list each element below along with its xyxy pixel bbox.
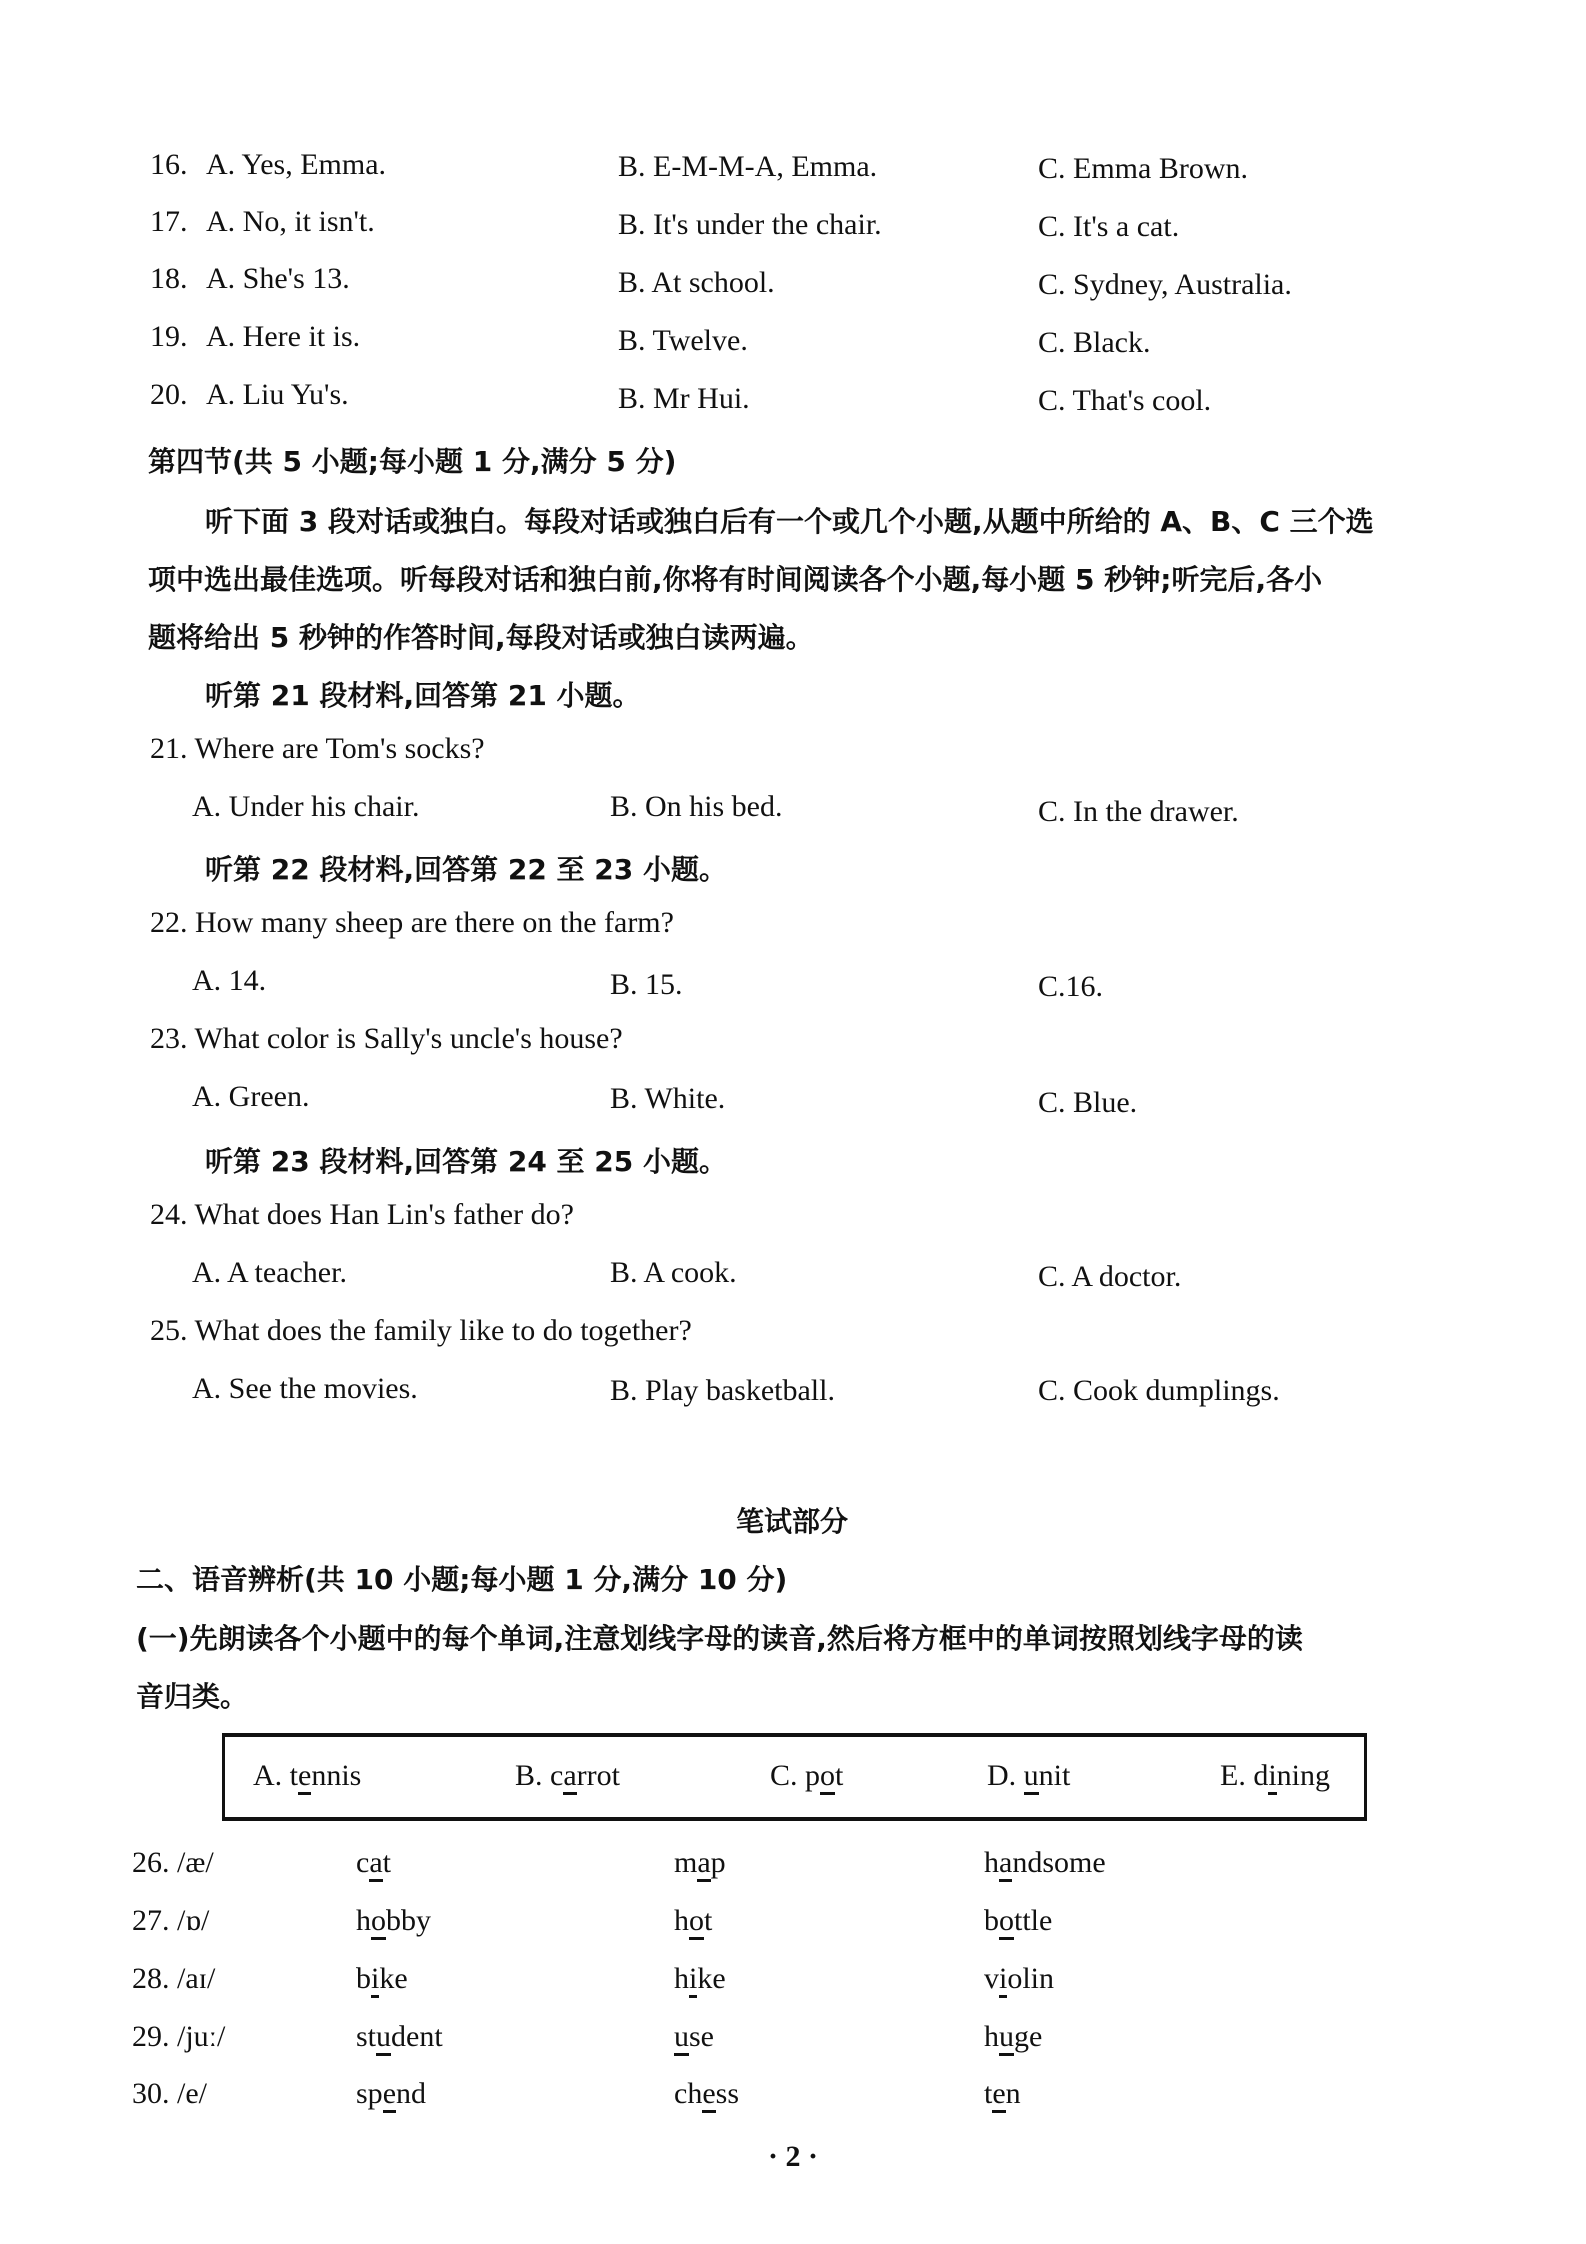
q18-option-a: A. She's 13. [206, 262, 350, 295]
word-part: ss [715, 2077, 740, 2110]
word-part: m [674, 1846, 698, 1879]
phonetic-word [674, 1846, 726, 1880]
q20-number: 20. [150, 378, 188, 411]
q22-option-b: B. 15. [610, 968, 683, 1001]
q16-option-b: B. E-M-M-A, Emma. [618, 150, 878, 183]
phonetic-word [984, 1962, 1054, 1996]
q19-option-c: C. Black. [1038, 326, 1151, 359]
phonetic-word [356, 2020, 443, 2054]
q20-option-c: C. That's cool. [1038, 384, 1212, 417]
q19-number: 19. [150, 320, 188, 353]
phonetic-word [674, 2020, 714, 2054]
underlined-letter: u [674, 2020, 689, 2056]
word-part: ge [1014, 2020, 1043, 2053]
q25-stem: 25. What does the family like to do together? [150, 1314, 692, 1347]
word-part: se [689, 2020, 714, 2053]
word-option-a: A. tennis [253, 1759, 361, 1793]
word-part: ke [379, 1962, 408, 1995]
word-part: olin [1007, 1962, 1055, 1995]
underlined-letter: a [999, 1846, 1012, 1882]
phonetic-row [132, 1846, 1432, 1896]
material-note-21: 听第 21 段材料,回答第 21 小题。 [205, 679, 641, 712]
word-part: h [674, 1904, 689, 1937]
q23-option-a: A. Green. [192, 1080, 310, 1113]
phonetic-word [674, 1962, 726, 1996]
phonetic-word [356, 2077, 426, 2111]
page-number: · 2 · [767, 2140, 818, 2173]
q23-option-c: C. Blue. [1038, 1086, 1138, 1119]
phonetic-row-number: 30. /e/ [132, 2077, 207, 2110]
underlined-letter: o [999, 1904, 1014, 1940]
q25-option-a: A. See the movies. [192, 1372, 418, 1405]
q21-option-a: A. Under his chair. [192, 790, 420, 823]
q19-option-b: B. Twelve. [618, 324, 748, 357]
q19-option-a: A. Here it is. [206, 320, 361, 353]
underlined-letter: e [992, 2077, 1005, 2113]
phonetic-word [984, 2020, 1042, 2054]
q16-option-a: A. Yes, Emma. [206, 148, 387, 181]
q18-option-b: B. At school. [618, 266, 775, 299]
phonetic-row [132, 1962, 1432, 2012]
underlined-letter: o [820, 1759, 835, 1795]
underlined-letter: i [999, 1962, 1007, 1998]
phonetic-word [674, 2077, 739, 2111]
q16-option-c: C. Emma Brown. [1038, 152, 1248, 185]
underlined-letter: a [697, 1846, 710, 1882]
word-option-d: D. unit [987, 1759, 1070, 1793]
word-part: b [984, 1904, 999, 1937]
word-part: ttle [1014, 1904, 1053, 1937]
underlined-letter: e [702, 2077, 715, 2113]
word-part: dent [391, 2020, 443, 2053]
word-part: ch [674, 2077, 703, 2110]
q22-option-c: C.16. [1038, 970, 1104, 1003]
part1-instruction-line1: (一)先朗读各个小题中的每个单词,注意划线字母的读音,然后将方框中的单词按照划线字母的读 [136, 1622, 1303, 1655]
word-part: c [356, 1846, 370, 1879]
underlined-letter: a [563, 1759, 576, 1795]
phonetic-row-number: 28. /aɪ/ [132, 1962, 216, 1995]
word-part: h [356, 1904, 371, 1937]
q24-option-c: C. A doctor. [1038, 1260, 1182, 1293]
q23-stem: 23. What color is Sally's uncle's house? [150, 1022, 623, 1055]
word-part: t [984, 2077, 993, 2110]
underlined-letter: e [383, 2077, 396, 2113]
underlined-letter: e [298, 1759, 311, 1795]
q25-option-b: B. Play basketball. [610, 1374, 835, 1407]
phonetic-word [356, 1846, 391, 1880]
q21-stem: 21. Where are Tom's socks? [150, 732, 485, 765]
word-option-c: C. pot [770, 1759, 843, 1793]
underlined-letter: u [376, 2020, 391, 2056]
word-part: h [984, 2020, 999, 2053]
section2-title: 二、语音辨析(共 10 小题;每小题 1 分,满分 10 分) [136, 1563, 788, 1596]
word-part: h [984, 1846, 999, 1879]
phonetic-word [674, 1904, 712, 1938]
word-part: t [382, 1846, 391, 1879]
phonetic-row [132, 2077, 1432, 2127]
q24-option-a: A. A teacher. [192, 1256, 347, 1289]
q22-option-a: A. 14. [192, 964, 267, 997]
word-part: b [356, 1962, 371, 1995]
phonetic-word [356, 1962, 408, 1996]
q21-option-c: C. In the drawer. [1038, 795, 1239, 828]
word-choice-box [222, 1733, 1367, 1821]
material-note-22: 听第 22 段材料,回答第 22 至 23 小题。 [205, 853, 728, 886]
underlined-letter: i [1268, 1759, 1276, 1795]
q16-number: 16. [150, 148, 188, 181]
q23-option-b: B. White. [610, 1082, 726, 1115]
q20-option-a: A. Liu Yu's. [206, 378, 349, 411]
underlined-letter: o [371, 1904, 386, 1940]
phonetic-word [984, 1846, 1106, 1880]
word-part: sp [356, 2077, 383, 2110]
section4-instruction-line2: 项中选出最佳选项。听每段对话和独白前,你将有时间阅读各个小题,每小题 5 秒钟;听完后,各小 [148, 563, 1323, 596]
section4-instruction-line3: 题将给出 5 秒钟的作答时间,每段对话或独白读两遍。 [148, 621, 814, 654]
underlined-letter: i [371, 1962, 379, 1998]
q24-stem: 24. What does Han Lin's father do? [150, 1198, 574, 1231]
phonetic-word [984, 2077, 1021, 2111]
phonetic-word [356, 1904, 431, 1938]
q17-option-a: A. No, it isn't. [206, 205, 375, 238]
phonetic-row [132, 1904, 1432, 1954]
underlined-letter: u [999, 2020, 1014, 2056]
phonetic-row-number: 26. /æ/ [132, 1846, 214, 1879]
word-part: ke [697, 1962, 726, 1995]
q20-option-b: B. Mr Hui. [618, 382, 750, 415]
q22-stem: 22. How many sheep are there on the farm? [150, 906, 674, 939]
q21-option-b: B. On his bed. [610, 790, 783, 823]
phonetic-row [132, 2020, 1432, 2070]
q18-number: 18. [150, 262, 188, 295]
word-part: nd [396, 2077, 427, 2110]
part1-instruction-line2: 音归类。 [136, 1680, 249, 1713]
word-part: n [1005, 2077, 1021, 2110]
phonetic-row-number: 27. /ɒ/ [132, 1904, 210, 1937]
word-part: h [674, 1962, 689, 1995]
word-option-b: B. carrot [515, 1759, 620, 1793]
section4-instruction-line1: 听下面 3 段对话或独白。每段对话或独白后有一个或几个小题,从题中所给的 A、B、C 三个选 [205, 505, 1374, 538]
material-note-23: 听第 23 段材料,回答第 24 至 25 小题。 [205, 1145, 728, 1178]
phonetic-word [984, 1904, 1052, 1938]
q24-option-b: B. A cook. [610, 1256, 737, 1289]
q17-option-b: B. It's under the chair. [618, 208, 882, 241]
q18-option-c: C. Sydney, Australia. [1038, 268, 1292, 301]
q17-number: 17. [150, 205, 188, 238]
word-part: t [704, 1904, 713, 1937]
word-part: bby [386, 1904, 431, 1937]
word-option-e: E. dining [1220, 1759, 1330, 1793]
word-part: st [356, 2020, 377, 2053]
q25-option-c: C. Cook dumplings. [1038, 1374, 1280, 1407]
section4-title: 第四节(共 5 小题;每小题 1 分,满分 5 分) [148, 445, 677, 478]
written-part-heading: 笔试部分 [736, 1505, 849, 1538]
underlined-letter: a [369, 1846, 382, 1882]
q17-option-c: C. It's a cat. [1038, 210, 1180, 243]
underlined-letter: o [689, 1904, 704, 1940]
word-part: v [984, 1962, 999, 1995]
phonetic-row-number: 29. /juː/ [132, 2020, 226, 2053]
word-part: ndsome [1012, 1846, 1106, 1879]
word-part: p [710, 1846, 726, 1879]
underlined-letter: i [689, 1962, 697, 1998]
underlined-letter: u [1024, 1759, 1039, 1795]
